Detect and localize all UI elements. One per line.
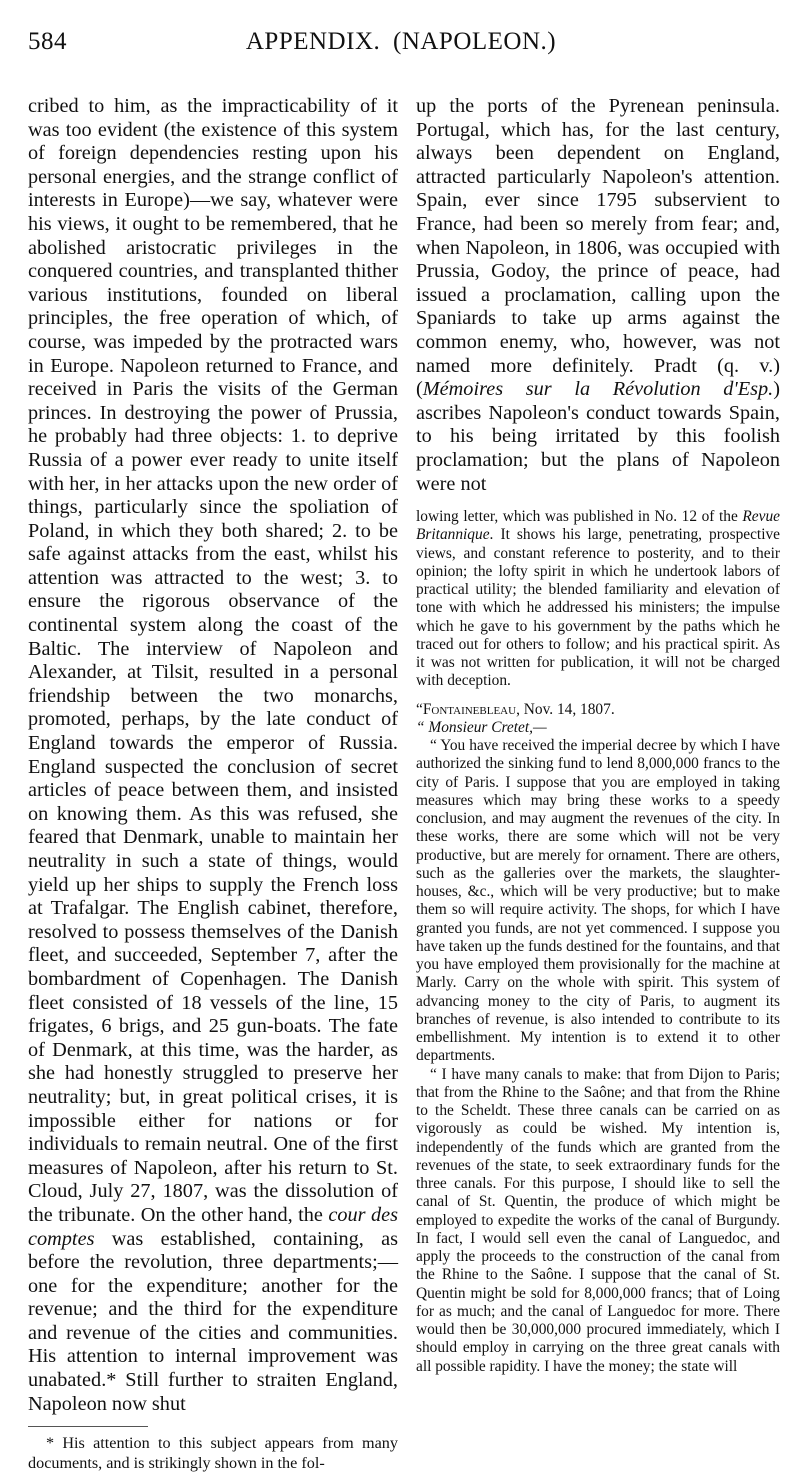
right-body-paragraph xyxy=(416,95,780,496)
italic-work-title: Mémoires sur la Révolution d'Esp. xyxy=(422,378,774,401)
letter-salutation: “ Monsieur Cretet,— xyxy=(416,718,547,736)
right-body-text-a: up the ports of the Pyrenean peninsula. Portugal, which has, for the last century, always been dependent on England, attracted particularly Napoleon's attention. Spain, ever since 1795 subservient to France, had been so merely from fear; and, when Napoleon, in 1806, was occupied with Prussia, Godoy, the prince of peace, had issued a proclamation, calling upon the Spaniards to take up arms against the common enemy, who, however, was not named more definitely. Pradt (q. v.) ( xyxy=(416,95,780,401)
page-number: 584 xyxy=(28,28,67,55)
right-body-text-b: ) ascribes Napoleon's conduct towards Spain, to his being irritated by this foolish proclamation; but the plans of Napoleon were not xyxy=(416,378,780,495)
left-body-paragraph xyxy=(28,95,398,1416)
page-header xyxy=(28,28,774,64)
left-column xyxy=(28,95,398,1473)
letter-intro xyxy=(416,508,780,691)
letter-paragraph-2: “ I have many canals to make: that from Dijon to Paris; that from the Rhine to the Saône; and that from the Rhine to the Scheldt. These three canals can be carried on as vigorously as could be wished. My intention is, independently of the funds which are granted from the revenues of the state, to seek extraordinary funds for the three canals. For this purpose, I should like to sell the canal of St. Quentin, the produce of which might be employed to expedite the works of the canal of Burgundy. In fact, I would sell even the canal of Languedoc, and apply the proceeds to the construction of the canal from the Rhine to the Saône. I suppose that the canal of St. Quentin might be sold for 8,000,000 francs; that of Loing for as much; and the canal of Languedoc for more. There would then be 30,000,000 procured immediately, which I should employ in carrying on the three great canals with all possible rapidity. I have the money; the state will xyxy=(416,1065,780,1375)
letter-intro-b: . It shows his large, penetrating, prospective views, and constant reference to posterity, and to their opinion; the lofty spirit in which he undertook labors of practical utility; the blended familiarity and elevation of tone with which he addressed his ministers; the impulse which he gave to his government by the paths which he traced out for others to follow; and his practical spirit. As it was not written for publication, it will not be charged with deception. xyxy=(416,526,780,690)
letter-dateline: “Fontainebleau, Nov. 14, 1807. xyxy=(416,700,615,718)
letter-intro-a: lowing letter, which was published in No. 12 of the xyxy=(416,508,738,526)
right-column xyxy=(416,95,780,1376)
footnote-text: * His attention to this subject appears from many documents, and is strikingly shown in the fol- xyxy=(28,1434,398,1473)
revue-britannique-title: Revue Britannique xyxy=(416,508,780,544)
letter-paragraph-1: “ You have received the imperial decree by which I have authorized the sinking fund to lend 8,000,000 francs to the city of Paris. I suppose that you are employed in taking measures which may bring these works to a speedy conclusion, and may augment the revenues of the city. In these works, there are some which will not be very productive, but are merely for ornament. There are others, such as the galleries over the markets, the slaughter-houses, &c., which will be very productive; but to make them so will require activity. The shops, for which I have granted you funds, are not yet commenced. I suppose you have taken up the funds destined for the fountains, and that you have employed them provisionally for the machine at Marly. Carry on the whole with spirit. This system of advancing money to the city of Paris, to augment its branches of revenue, is also intended to contribute to its embellishment. My intention is to extend it to other departments. xyxy=(416,737,780,1065)
left-body-text-end: was established, containing, as before the revolution, three departments;—one for the expenditure; another for the revenue; and the third for the expenditure and revenue of the cities and communities. His attention to internal improvement was unabated.* Still further to straiten England, Napoleon now shut xyxy=(28,1227,398,1415)
dateline-date: , Nov. 14, 1807. xyxy=(516,700,615,718)
footnote-divider xyxy=(28,1426,148,1427)
letter-section xyxy=(416,508,780,1376)
running-title: APPENDIX. (NAPOLEON.) xyxy=(245,28,557,55)
footnote xyxy=(28,1433,398,1473)
italic-term-cour-des-comptes: cour des comptes xyxy=(28,1203,398,1250)
dateline-place: Fontainebleau xyxy=(422,700,517,718)
left-body-text: cribed to him, as the impracticability of it was too evident (the existence of this system of foreign dependencies resting upon his personal energies, and the strange conflict of interests in Europe)—we say, whatever were his views, it ought to be remembered, that he abolished aristocratic privileges in the conquered countries, and transplanted thither various institutions, founded on liberal principles, the free operation of which, of course, was impeded by the protracted wars in Europe. Napoleon returned to France, and received in Paris the visits of the German princes. In destroying the power of Prussia, he probably had three objects: 1. to deprive Russia of a power ever ready to unite itself with her, in her attacks upon the new order of things, particularly since the spoliation of Poland, in which they both shared; 2. to be safe against attacks from the east, whilst his attention was attracted to the west; 3. to ensure the rigorous observance of the continental system along the coast of the Baltic. The interview of Napoleon and Alexander, at Tilsit, resulted in a personal friendship between the two monarchs, promoted, perhaps, by the late conduct of England towards the emperor of Russia. England suspected the conclusion of secret articles of peace between them, and insisted on knowing them. As this was refused, she feared that Denmark, unable to maintain her neutrality in such a state of things, would yield up her ships to supply the French loss at Trafalgar. The English cabinet, therefore, resolved to possess themselves of the Danish fleet, and succeeded, September 7, after the bombardment of Copenhagen. The Danish fleet consisted of 18 vessels of the line, 15 frigates, 6 brigs, and 25 gun-boats. The fate of Denmark, at this time, was the harder, as she had honestly struggled to preserve her neutrality; but, in great political crises, it is impossible either for nations or for individuals to remain neutral. One of the first measures of Napoleon, after his return to St. Cloud, July 27, 1807, was the dissolution of the tribunate. On the other hand, the xyxy=(28,95,398,1226)
